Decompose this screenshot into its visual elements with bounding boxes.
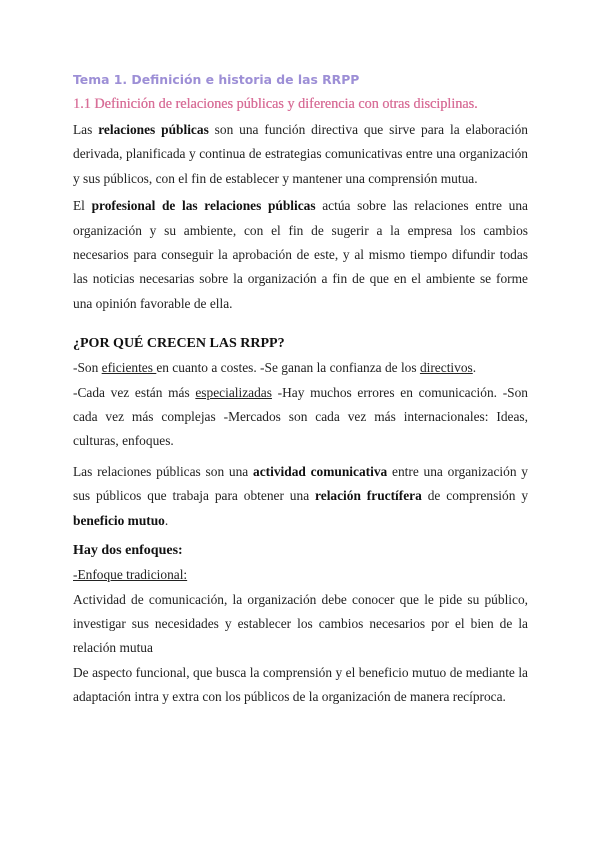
why-line-2: -Cada vez están más especializadas -Hay muchos errores en comunicación. -Son cada vez más complejas -Mercados son cada vez más internacionales: Ideas, culturas, enfoques.: [73, 384, 528, 449]
why-line-1: -Son eficientes en cuanto a costes. -Se ganan la confianza de los directivos.: [73, 360, 477, 376]
enfoque-tradicional-label: -Enfoque tradicional:: [73, 567, 188, 583]
enfoques-heading: Hay dos enfoques:: [73, 543, 183, 559]
section-subtitle: 1.1 Definición de relaciones públicas y diferencia con otras disciplinas.: [73, 96, 478, 112]
topic-title: Tema 1. Definición e historia de las RRPP: [73, 72, 360, 87]
underlined-term: directivos: [419, 360, 473, 376]
bold-term: beneficio mutuo: [73, 512, 165, 528]
bold-term: relaciones públicas: [98, 122, 209, 137]
underlined-term: eficientes: [101, 360, 157, 376]
paragraph-definition: Las relaciones públicas son una función directiva que sirve para la elaboración derivada, planificada y continua de estrategias comunicativas entre una organización y sus públicos, con el fin de establecer y mantener una comprensión mutua.: [73, 122, 528, 186]
bold-term: profesional de las relaciones públicas: [91, 198, 316, 214]
underlined-term: especializadas: [195, 384, 272, 400]
bold-term: actividad comunicativa: [253, 463, 388, 479]
paragraph-enfoque-tradicional: Actividad de comunicación, la organización debe conocer que le pide su público, investigar sus necesidades y establecer los cambios necesarios por el bien de la relación mutua: [73, 591, 528, 656]
paragraph-enfoque-funcional: De aspecto funcional, que busca la comprensión y el beneficio mutuo de mediante la adaptación intra y extra con los públicos de la organización de manera recíproca.: [73, 664, 528, 705]
why-heading: ¿POR QUÉ CRECEN LAS RRPP?: [73, 336, 285, 352]
document-content: [73, 70, 528, 710]
paragraph-activity: Las relaciones públicas son una actividad comunicativa entre una organización y sus públicos que trabaja para obtener una relación fructífera de comprensión y beneficio mutuo.: [73, 463, 529, 528]
bold-term: relación fructífera: [315, 488, 422, 504]
paragraph-professional: El profesional de las relaciones públicas actúa sobre las relaciones entre una organización y su ambiente, con el fin de sugerir a la empresa los cambios necesarios para conseguir la aprobación de este, y al mismo tiempo difundir todas las noticias necesarias sobre la organización a fin de que en el ambiente se forme una opinión favorable de ella.: [73, 198, 528, 311]
